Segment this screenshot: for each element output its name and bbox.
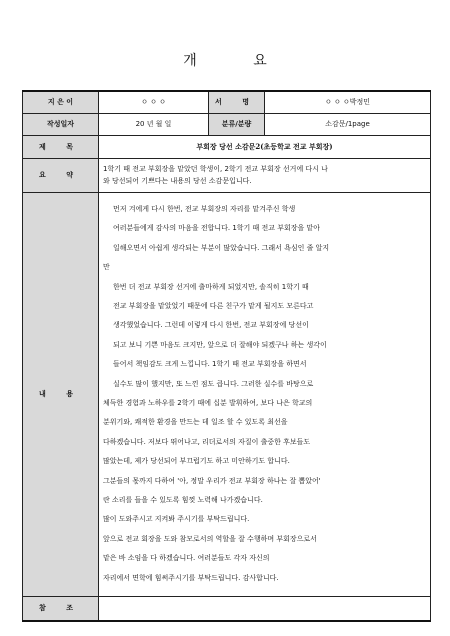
content-line: 분위기와, 쾌적한 환경을 만드는 데 일조 할 수 있도록 최선을 [103, 418, 288, 427]
content-line: 많이 도와주시고 지켜봐 주시기를 부탁드립니다. [103, 515, 250, 524]
date-label: 작성일자 [23, 113, 99, 135]
document-title: 개 요 [183, 53, 293, 69]
subject-label: 제 목 [23, 135, 99, 158]
subject-row [23, 135, 431, 158]
content-label: 내 용 [23, 192, 99, 596]
summary-line: 1학기 때 전교 부회장을 맡았던 학생이, 2학기 전교 부회장 선거에 다시 나 [103, 165, 328, 173]
content-line: 자리에서 면학에 힘써주시기를 부탁드립니다. 감사합니다. [103, 573, 279, 582]
writer-value: ㅇ ㅇ ㅇ [99, 91, 209, 113]
content-line: 만 [103, 263, 110, 272]
content-line: 앞으로 전교 회장을 도와 참모로서의 역할을 잘 수행하며 부회장으로서 [103, 534, 317, 543]
content-line: 그분들의 몫까지 다하여 '아, 정말 우리가 전교 부회장 하나는 잘 뽑았어' [103, 476, 321, 485]
summary-table [22, 90, 431, 622]
summary-label: 요 약 [23, 158, 99, 192]
subject-value: 부회장 당선 소감문2(초등학교 전교 부회장) [99, 135, 431, 158]
content-text [99, 192, 431, 596]
content-line: 일해오면서 아쉽게 생각되는 부분이 많았습니다. 그래서 욕심인 줄 알지 [113, 243, 330, 252]
reference-value [99, 596, 431, 621]
content-line: 되고 보니 기쁜 마음도 크지만, 앞으로 더 잘해야 되겠구나 하는 생각이 [113, 340, 327, 349]
content-line: 맡은 바 소임을 다 하겠습니다. 여러분들도 각자 자신의 [103, 554, 270, 563]
content-line: 다하겠습니다. 저보다 뛰어나고, 리더로서의 자질이 출중한 후보들도 [103, 437, 311, 446]
content-line: 실수도 많이 했지만, 또 느낀 점도 큽니다. 그러한 실수를 바탕으로 [113, 379, 314, 388]
content-line: 란 소리를 들을 수 있도록 힘껏 노력해 나가겠습니다. [103, 496, 263, 505]
content-line: 먼저 겨에게 다시 한번, 전교 부회장의 자리를 맡겨주신 학생 [113, 204, 296, 213]
category-value: 소감문/1page [265, 113, 431, 135]
content-line: 생각했었습니다. 그런데 이렇게 다시 한번, 전교 부회장에 당선이 [113, 321, 309, 330]
reference-label: 참 조 [23, 596, 99, 621]
content-row [23, 192, 431, 596]
writer-label: 지 은 이 [23, 91, 99, 113]
content-line: 들어서 책임감도 크게 느낍니다. 1학기 때 전교 부회장을 하면서 [113, 360, 307, 369]
writer-row [23, 91, 431, 113]
content-line: 한번 더 전교 부회장 선거에 출마하게 되었지만, 솔직히 1학기 때 [113, 282, 309, 291]
date-row [23, 113, 431, 135]
category-label: 분류/분량 [209, 113, 265, 135]
date-value: 20 년 월 일 [99, 113, 209, 135]
content-line: 체득한 경험과 노하우를 2학기 때에 십분 발휘하여, 보다 나은 학교의 [103, 399, 313, 407]
content-line: 전교 부회장을 맡았었기 때문에 다른 친구가 맡게 될지도 모른다고 [113, 301, 314, 310]
summary-row [23, 158, 431, 192]
signature-label: 서 명 [209, 91, 265, 113]
content-line: 여러분들에게 감사의 마음을 전합니다. 1학기 때 전교 부회장을 맡아 [113, 224, 321, 233]
signature-value: ㅇ ㅇ ㅇ박정민 [265, 91, 431, 113]
content-line: 많았는데, 제가 당선되어 부끄럽기도 하고 미안하기도 합니다. [103, 457, 290, 466]
summary-line: 와 당선되어 기쁘다는 내용의 당선 소감문입니다. [103, 177, 252, 185]
reference-row [23, 596, 431, 621]
summary-text [99, 158, 431, 192]
